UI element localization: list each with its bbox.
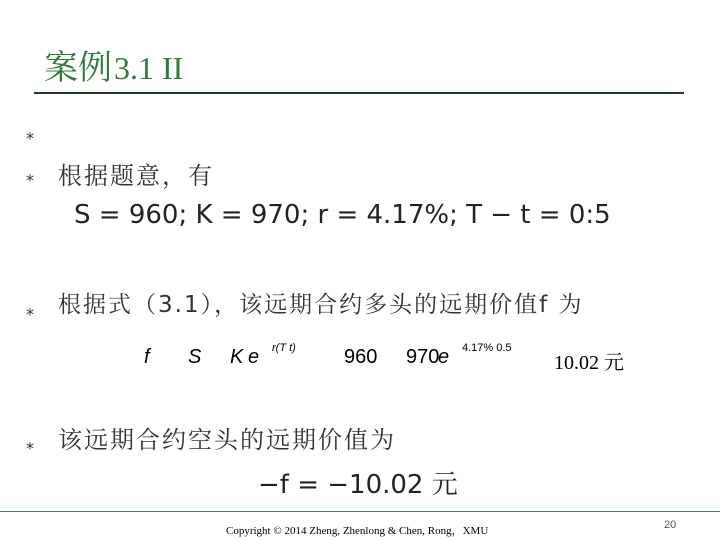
item-text: 根据式（3.1），该远期合约多头的远期价值f 为 xyxy=(58,292,584,318)
copyright-footer: Copyright © 2014 Zheng, Zhenlong & Chen, Rong，XMU xyxy=(226,525,489,537)
title-underline xyxy=(34,92,684,94)
formula-f: f xyxy=(144,346,150,368)
title-chinese: 案例 xyxy=(44,48,112,88)
item-text: 该远期合约空头的远期价值为 xyxy=(58,426,396,454)
forward-value-formula xyxy=(144,340,644,380)
formula-result: 10.02 元 xyxy=(554,352,624,374)
formula-K: K xyxy=(230,346,244,368)
bullet-icon: ⁎ xyxy=(26,124,34,143)
bullet-icon: ⁎ xyxy=(26,434,34,453)
item-math: S = 960; K = 970; r = 4.17%; T − t = 0:5 xyxy=(74,200,611,230)
bullet-icon: ⁎ xyxy=(26,300,34,319)
bullet-icon: ⁎ xyxy=(26,166,34,185)
slide-title xyxy=(44,40,183,89)
formula-exponent: 4.17% 0.5 xyxy=(462,342,512,354)
formula-970: 970 xyxy=(406,346,440,368)
formula-e: e xyxy=(248,346,260,368)
title-number: 3.1 II xyxy=(114,50,184,86)
formula-S: S xyxy=(188,346,202,368)
formula-exponent: r(T t) xyxy=(272,342,296,354)
footer-rule xyxy=(0,511,720,512)
item-math: −f = −10.02 元 xyxy=(258,470,458,500)
page-number: 20 xyxy=(664,519,677,531)
formula-960: 960 xyxy=(344,346,378,368)
item-text: 根据题意，有 xyxy=(58,162,214,190)
formula-e: e xyxy=(438,346,450,368)
